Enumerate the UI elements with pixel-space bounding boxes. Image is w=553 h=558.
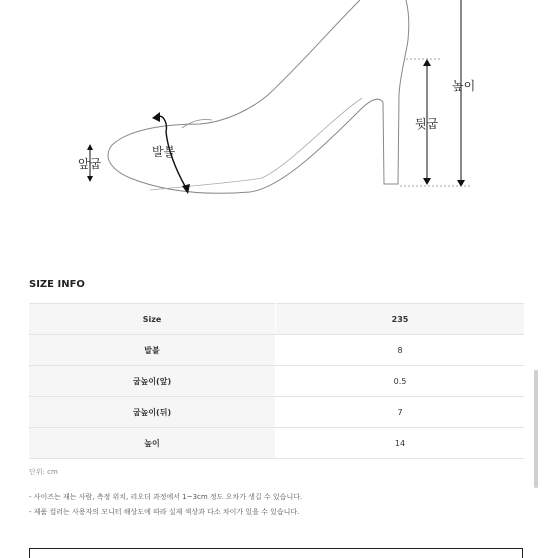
table-row bbox=[29, 366, 524, 397]
row-key: 굽높이(앞) bbox=[29, 366, 276, 397]
front-heel-label: 앞굽 bbox=[78, 157, 102, 171]
shoe-measurement-diagram bbox=[0, 0, 553, 210]
unit-note: 단위: cm bbox=[29, 468, 58, 476]
page-scrollbar[interactable] bbox=[534, 370, 538, 488]
row-key: 높이 bbox=[29, 428, 276, 459]
row-key: Size bbox=[29, 304, 276, 335]
size-info-title: SIZE INFO bbox=[29, 279, 85, 290]
row-value: 8 bbox=[276, 335, 525, 366]
shoe-outline bbox=[108, 0, 409, 193]
instep-label: 발볼 bbox=[152, 145, 176, 159]
color-difference-note: - 제품 컬러는 사용자의 모니터 해상도에 따라 실제 색상과 다소 차이가 있을 수 있습니다. bbox=[29, 508, 300, 516]
row-value: 7 bbox=[276, 397, 525, 428]
table-row bbox=[29, 428, 524, 459]
row-value: 0.5 bbox=[276, 366, 525, 397]
size-tolerance-note: - 사이즈는 재는 사람, 측정 위치, 리오더 과정에서 1~3cm 정도 오차가 생길 수 있습니다. bbox=[29, 493, 303, 501]
row-value: 14 bbox=[276, 428, 525, 459]
size-info-table bbox=[29, 303, 524, 459]
shoe-insole-line bbox=[150, 98, 362, 190]
shoe-illustration bbox=[0, 0, 553, 210]
height-label: 높이 bbox=[452, 79, 476, 93]
heel-label: 뒷굽 bbox=[415, 117, 439, 131]
next-section-box bbox=[29, 548, 523, 558]
row-value: 235 bbox=[276, 304, 525, 335]
table-row bbox=[29, 304, 524, 335]
row-key: 굽높이(뒤) bbox=[29, 397, 276, 428]
table-row bbox=[29, 335, 524, 366]
table-row bbox=[29, 397, 524, 428]
row-key: 발볼 bbox=[29, 335, 276, 366]
